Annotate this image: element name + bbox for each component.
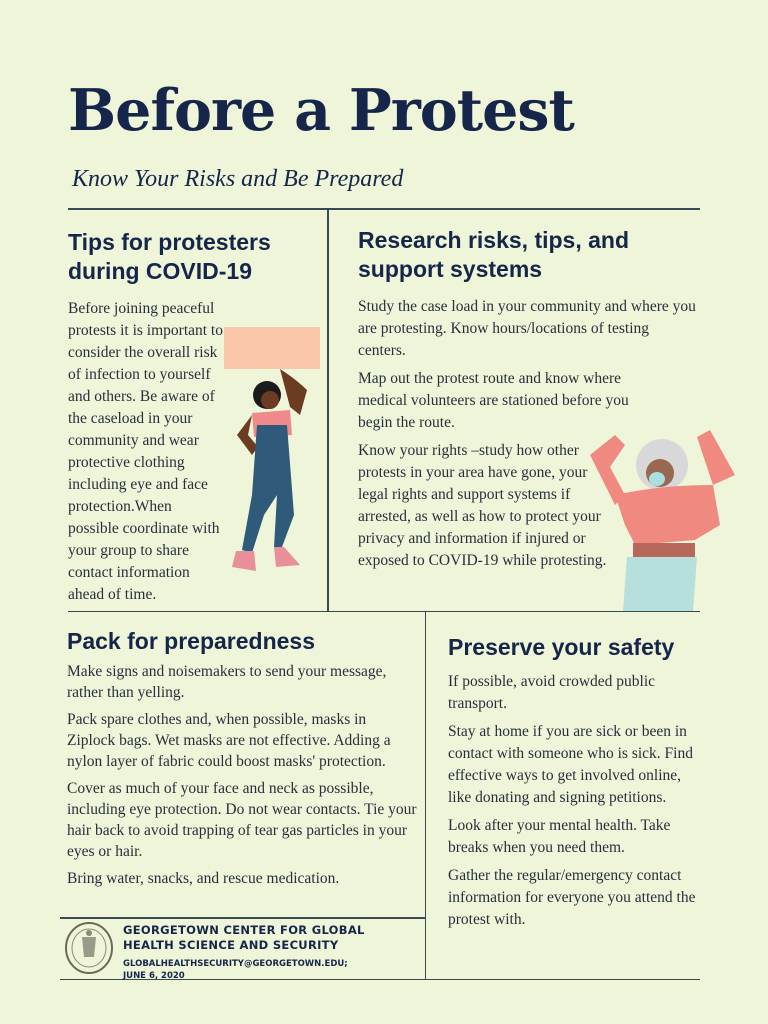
divider-footer	[60, 917, 426, 919]
pack-paragraph: Bring water, snacks, and rescue medication.	[67, 870, 340, 887]
divider-top	[68, 208, 700, 210]
tips-heading: Tips for protesters during COVID-19	[68, 229, 271, 284]
georgetown-seal-logo	[64, 921, 114, 975]
safety-heading: Preserve your safety	[448, 634, 675, 660]
safety-paragraph: Look after your mental health. Take breaks when you need them.	[448, 817, 671, 856]
footer-email: GLOBALHEALTHSECURITY@GEORGETOWN.EDU;	[123, 959, 348, 969]
pack-paragraph: Cover as much of your face and neck as possible, including eye protection. Do not wear contacts. Tie your hair back to avoid trapping of tear gas particles in your eyes or hair.	[67, 780, 417, 860]
footer-org-line1: GEORGETOWN CENTER FOR GLOBAL	[123, 923, 365, 937]
pack-section	[67, 627, 419, 895]
research-paragraph: Map out the protest route and know where medical volunteers are stationed before you begin the route.	[358, 370, 629, 431]
divider-vertical-upper	[327, 209, 329, 612]
safety-paragraph: Stay at home if you are sick or been in contact with someone who is sick. Find effective ways to get involved online, like donating and signing petitions.	[448, 723, 693, 806]
tips-body: Before joining peaceful protests it is important to consider the overall risk of infection to yourself and others. Be aware of the caseload in your community and wear protective clothing including eye and face protection.When possible coordinate with your group to share contact information ahead of time.	[68, 300, 223, 603]
pack-paragraph: Pack spare clothes and, when possible, masks in Ziplock bags. Wet masks are not effective. Adding a nylon layer of fabric could boost masks' protection.	[67, 711, 391, 770]
footer-info	[123, 923, 365, 982]
safety-paragraph: Gather the regular/emergency contact information for everyone you attend the protest with.	[448, 867, 696, 928]
research-paragraph: Know your rights –study how other protests in your area have gone, your legal rights and support systems if arrested, as well as how to protect your privacy and information if injured or exposed to COVID-19 while protesting.	[358, 442, 607, 569]
divider-vertical-lower	[425, 612, 426, 980]
research-heading: Research risks, tips, and support systems	[358, 227, 630, 282]
pack-heading: Pack for preparedness	[67, 628, 316, 654]
footer-org-line2: HEALTH SCIENCE AND SECURITY	[123, 938, 339, 952]
footer-date: JUNE 6, 2020	[123, 971, 185, 981]
page-subtitle: Know Your Risks and Be Prepared	[72, 166, 404, 192]
research-paragraph: Study the case load in your community and where you are protesting. Know hours/locations of testing centers.	[358, 298, 696, 359]
safety-section	[448, 633, 718, 937]
protester-with-sign-illustration	[222, 325, 322, 575]
safety-paragraph: If possible, avoid crowded public transport.	[448, 673, 656, 712]
protester-with-mask-illustration	[585, 415, 745, 611]
page-title: Before a Protest	[68, 77, 574, 144]
pack-paragraph: Make signs and noisemakers to send your message, rather than yelling.	[67, 663, 387, 701]
blank-sign	[224, 327, 320, 369]
